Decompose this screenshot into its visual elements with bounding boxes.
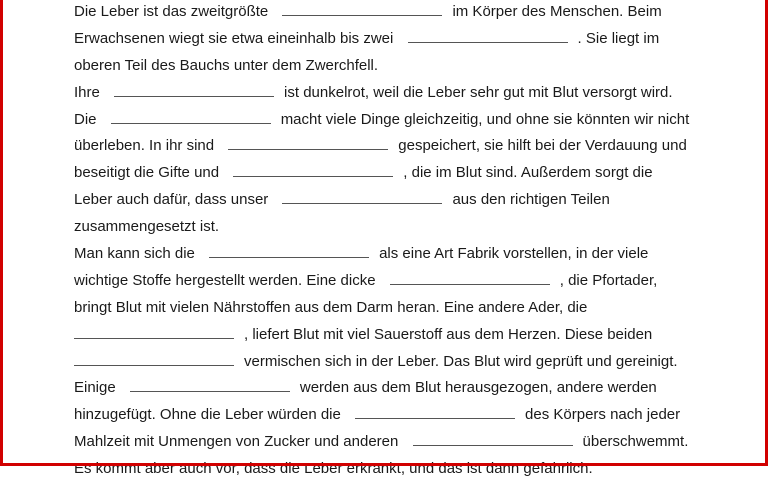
worksheet-text [74,0,714,478]
line-text: Es kommt aber auch vor, dass die Leber erkrankt, und das ist dann gefährlich. [74,460,593,478]
line-text: . Sie liegt im [577,29,660,47]
fill-in-blank-13[interactable] [355,404,515,419]
text-line-3 [74,53,714,80]
fill-in-blank-7[interactable] [282,189,442,204]
line-text: Einige [74,379,116,397]
line-text: überschwemmt. [582,433,689,451]
text-line-18 [74,456,714,483]
line-text: , die im Blut sind. Außerdem sorgt die [403,164,653,182]
line-text: hinzugefügt. Ohne die Leber würden die [74,406,341,424]
text-line-15 [74,375,714,402]
line-text: bringt Blut mit vielen Nährstoffen aus dem Darm heran. Eine andere Ader, die [74,298,588,316]
text-line-11 [74,268,714,295]
text-line-13 [74,322,714,349]
fill-in-blank-12[interactable] [130,377,290,392]
line-text: Die Leber ist das zweitgrößte [74,3,269,20]
line-text: Ihre [74,83,100,101]
line-text: im Körper des Menschen. Beim [452,3,662,20]
line-text: Erwachsenen wiegt sie etwa eineinhalb bis zwei [74,29,394,47]
fill-in-blank-9[interactable] [390,270,550,285]
text-line-2 [74,26,714,53]
line-text: macht viele Dinge gleichzeitig, und ohne sie könnten wir nicht [280,110,690,128]
text-line-10 [74,241,714,268]
text-line-18-cutoff [74,456,714,478]
line-text: zusammengesetzt ist. [74,218,220,236]
text-line-17 [74,429,714,456]
fill-in-blank-5[interactable] [228,135,388,150]
line-text: , liefert Blut mit viel Sauerstoff aus dem Herzen. Diese beiden [244,325,653,343]
line-text: werden aus dem Blut herausgezogen, andere werden [299,379,657,397]
fill-in-blank-10[interactable] [74,324,234,339]
line-text: Die [74,110,97,128]
text-line-1 [74,0,714,26]
line-text: Mahlzeit mit Unmengen von Zucker und anderen [74,433,399,451]
text-line-9 [74,214,714,241]
line-text: aus den richtigen Teilen [452,191,610,209]
text-line-6 [74,133,714,160]
fill-in-blank-2[interactable] [408,28,568,43]
fill-in-blank-3[interactable] [114,82,274,97]
text-line-8 [74,187,714,214]
fill-in-blank-8[interactable] [209,243,369,258]
line-text: wichtige Stoffe hergestellt werden. Eine dicke [74,271,376,289]
text-line-7 [74,160,714,187]
line-text: beseitigt die Gifte und [74,164,220,182]
line-text: des Körpers nach jeder [525,406,681,424]
fill-in-blank-6[interactable] [233,162,393,177]
fill-in-blank-4[interactable] [111,109,271,124]
line-text: ist dunkelrot, weil die Leber sehr gut mit Blut versorgt wird. [284,83,673,101]
line-text: vermischen sich in der Leber. Das Blut wird geprüft und gereinigt. [244,352,678,370]
line-text: Leber auch dafür, dass unser [74,191,269,209]
fill-in-blank-14[interactable] [413,431,573,446]
text-line-14 [74,349,714,376]
line-text: gespeichert, sie hilft bei der Verdauung und [398,137,687,155]
line-text: oberen Teil des Bauchs unter dem Zwerchfell. [74,56,379,74]
text-line-12 [74,295,714,322]
text-line-4 [74,80,714,107]
fill-in-blank-11[interactable] [74,351,234,366]
text-line-5 [74,107,714,134]
line-text: überleben. In ihr sind [74,137,215,155]
line-text: , die Pfortader, [559,271,658,289]
line-text: als eine Art Fabrik vorstellen, in der viele [379,245,649,263]
fill-in-blank-1[interactable] [282,1,442,16]
line-text: Man kann sich die [74,245,195,263]
text-line-16 [74,402,714,429]
